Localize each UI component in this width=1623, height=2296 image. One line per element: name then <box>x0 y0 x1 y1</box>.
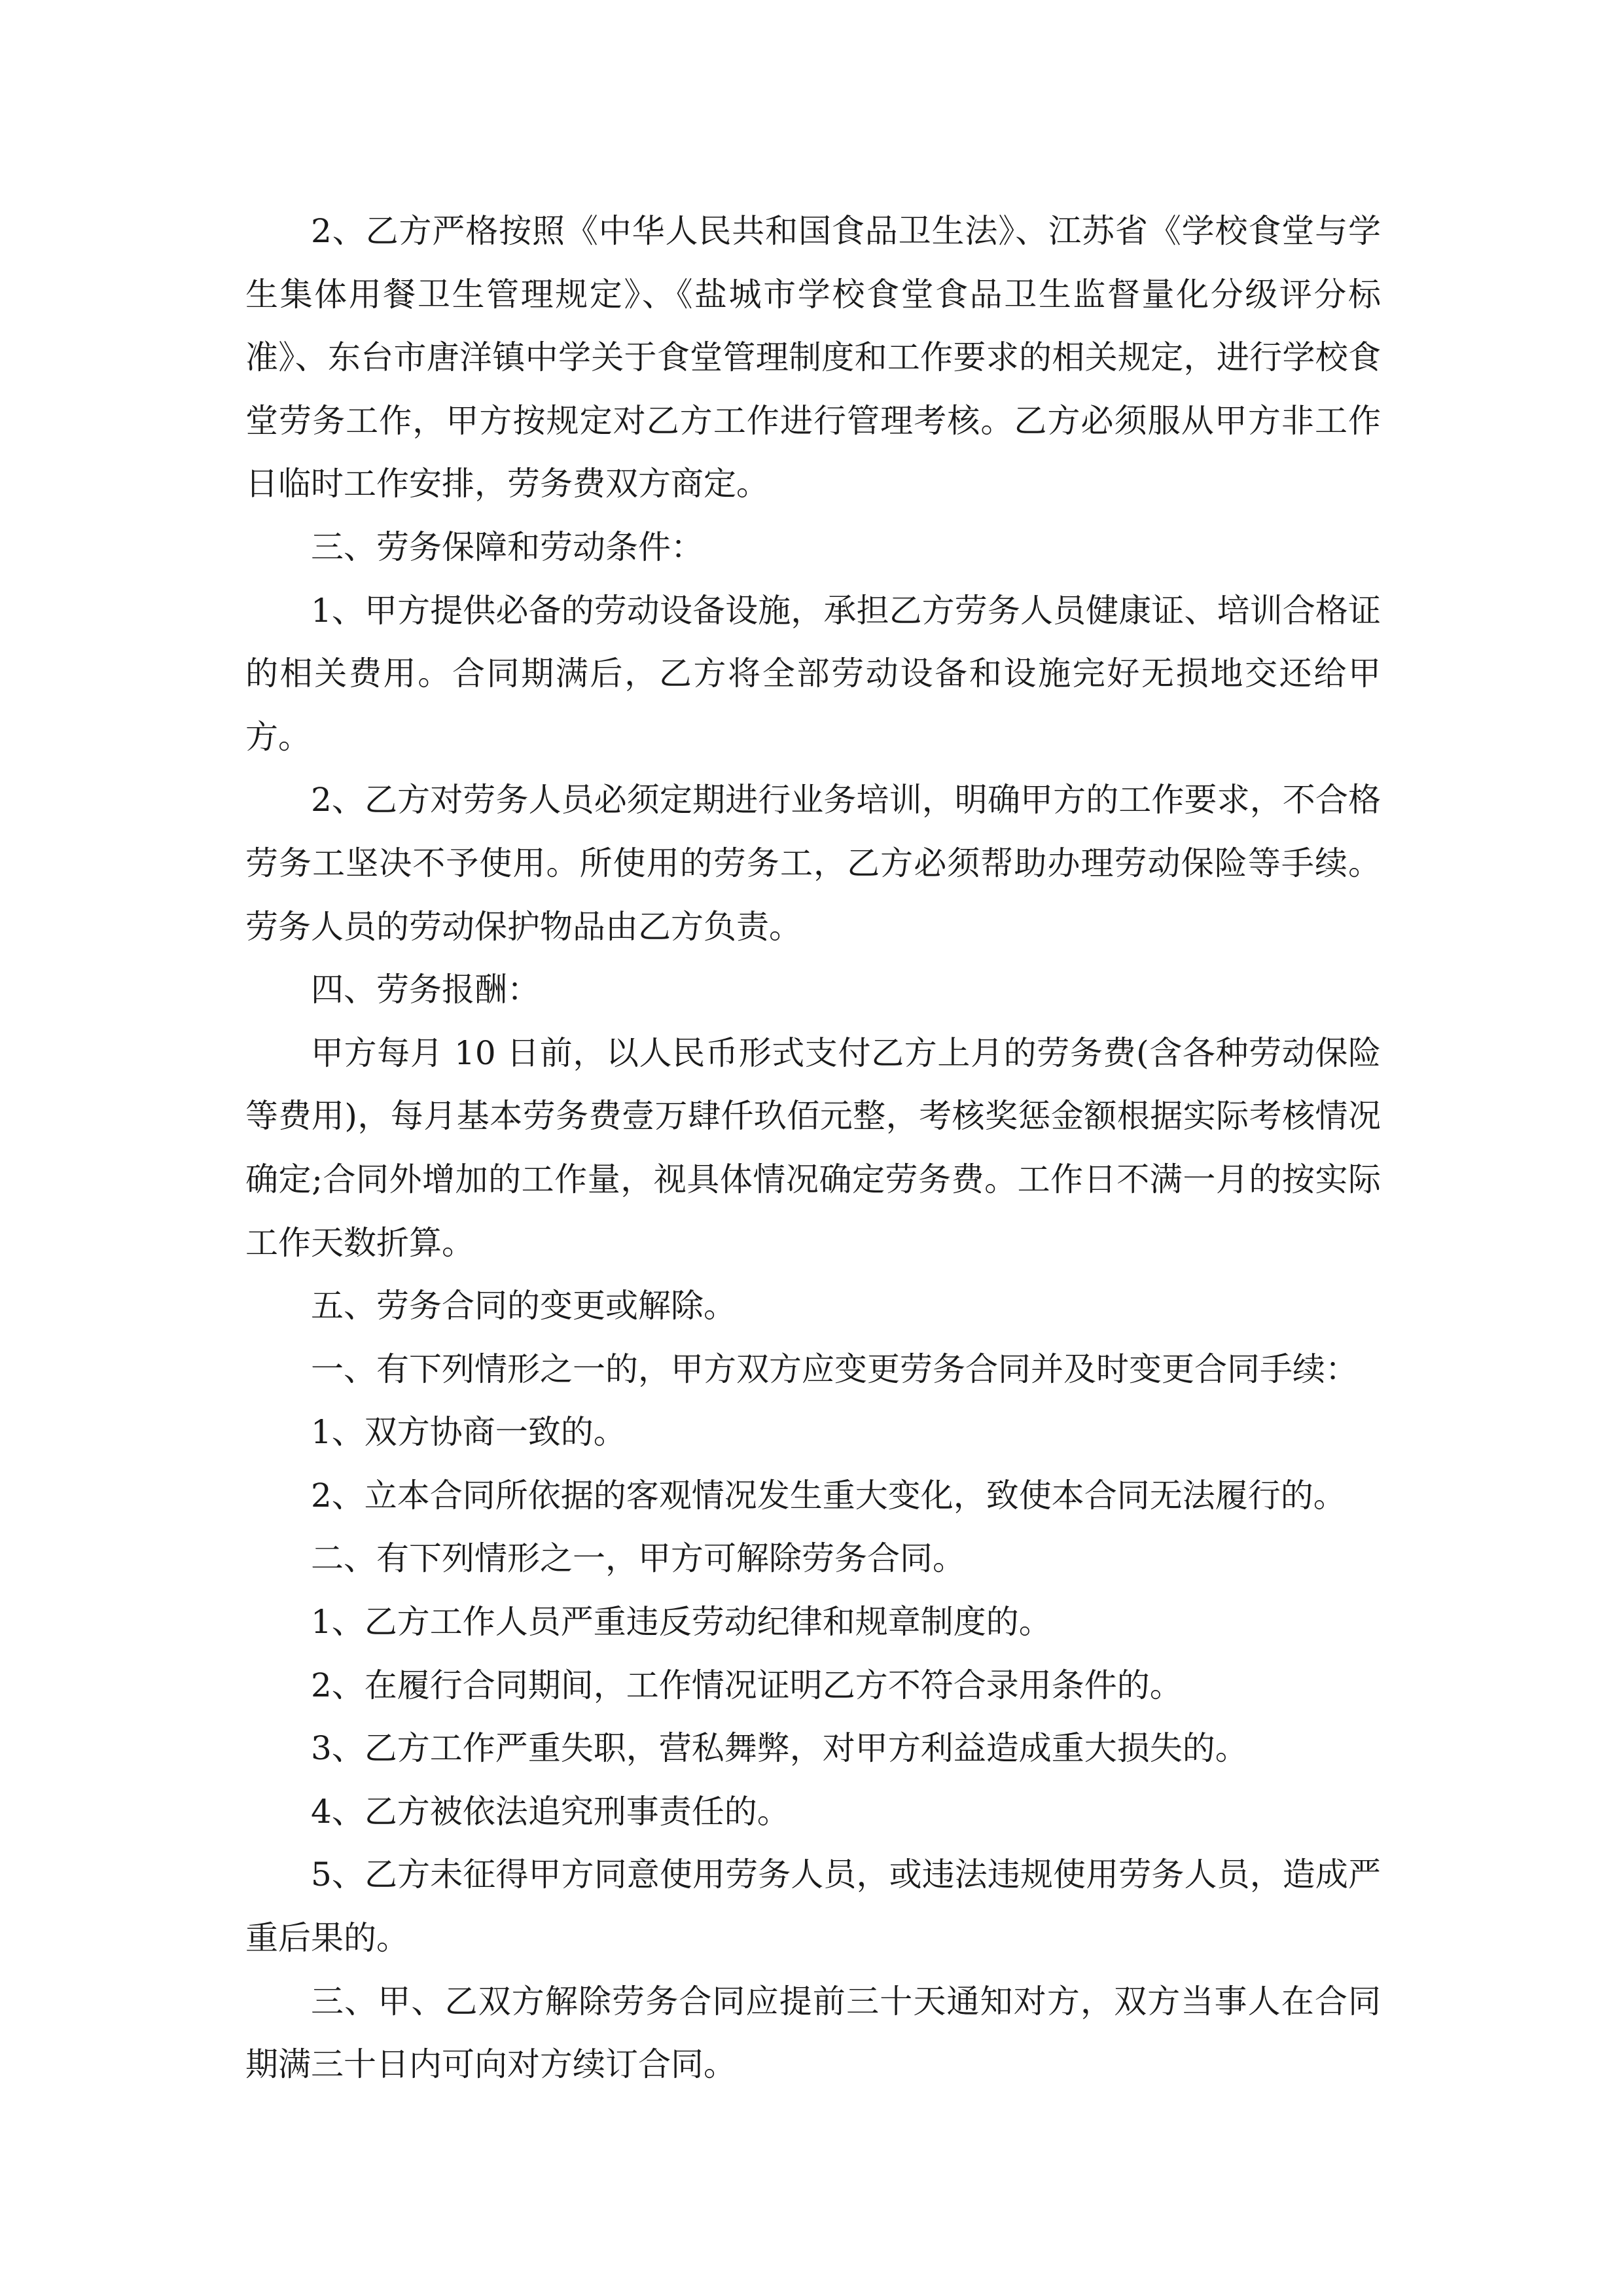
clause-3-2-training: 2、乙方对劳务人员必须定期进行业务培训，明确甲方的工作要求，不合格劳务工坚决不予使用。所使用的劳务工，乙方必须帮助办理劳动保险等手续。劳务人员的劳动保护物品由乙方负责。 <box>245 781 1381 946</box>
section-4-heading: 四、劳务报酬： <box>311 971 540 1009</box>
section-5-heading: 五、劳务合同的变更或解除。 <box>311 1287 736 1325</box>
section-3-heading: 三、劳务保障和劳动条件： <box>311 528 704 566</box>
clause-4-payment: 甲方每月 10 日前，以人民币形式支付乙方上月的劳务费(含各种劳动保险等费用)，每月基本劳务费壹万肆仟玖佰元整，考核奖惩金额根据实际考核情况确定;合同外增加的工作量，视具体情况确定劳务费。工作日不满一月的按实际工作天数折算。 <box>245 1033 1381 1262</box>
clause-5-change-item-2: 2、立本合同所依据的客观情况发生重大变化，致使本合同无法履行的。 <box>311 1476 1346 1515</box>
clause-3-1-equipment: 1、甲方提供必备的劳动设备设施，承担乙方劳务人员健康证、培训合格证的相关费用。合同期满后，乙方将全部劳动设备和设施完好无损地交还给甲方。 <box>245 591 1381 756</box>
clause-5-termination-item-3: 3、乙方工作严重失职，营私舞弊，对甲方利益造成重大损失的。 <box>311 1729 1248 1768</box>
document-body <box>245 200 1381 2096</box>
clause-5-change-item-1: 1、双方协商一致的。 <box>311 1413 626 1452</box>
clause-5-termination-item-1: 1、乙方工作人员严重违反劳动纪律和规章制度的。 <box>311 1603 1052 1641</box>
clause-5-notice-renewal: 三、甲、乙双方解除劳务合同应提前三十天通知对方，双方当事人在合同期满三十日内可向对方续订合同。 <box>245 1982 1381 2084</box>
clause-5-termination-item-2: 2、在履行合同期间，工作情况证明乙方不符合录用条件的。 <box>311 1666 1183 1704</box>
clause-5-termination-item-5: 5、乙方未征得甲方同意使用劳务人员，或违法违规使用劳务人员，造成严重后果的。 <box>245 1856 1381 1958</box>
clause-2-hygiene-compliance: 2、乙方严格按照《中华人民共和国食品卫生法》、江苏省《学校食堂与学生集体用餐卫生管理规定》、《盐城市学校食堂食品卫生监督量化分级评分标准》、东台市唐洋镇中学关于食堂管理制度和工作要求的相关规定，进行学校食堂劳务工作，甲方按规定对乙方工作进行管理考核。乙方必须服从甲方非工作日临时工作安排，劳务费双方商定。 <box>245 212 1381 503</box>
clause-5-termination-conditions: 二、有下列情形之一，甲方可解除劳务合同。 <box>311 1539 965 1578</box>
clause-5-termination-item-4: 4、乙方被依法追究刑事责任的。 <box>311 1792 790 1831</box>
clause-5-change-conditions: 一、有下列情形之一的，甲方双方应变更劳务合同并及时变更合同手续： <box>311 1350 1358 1388</box>
